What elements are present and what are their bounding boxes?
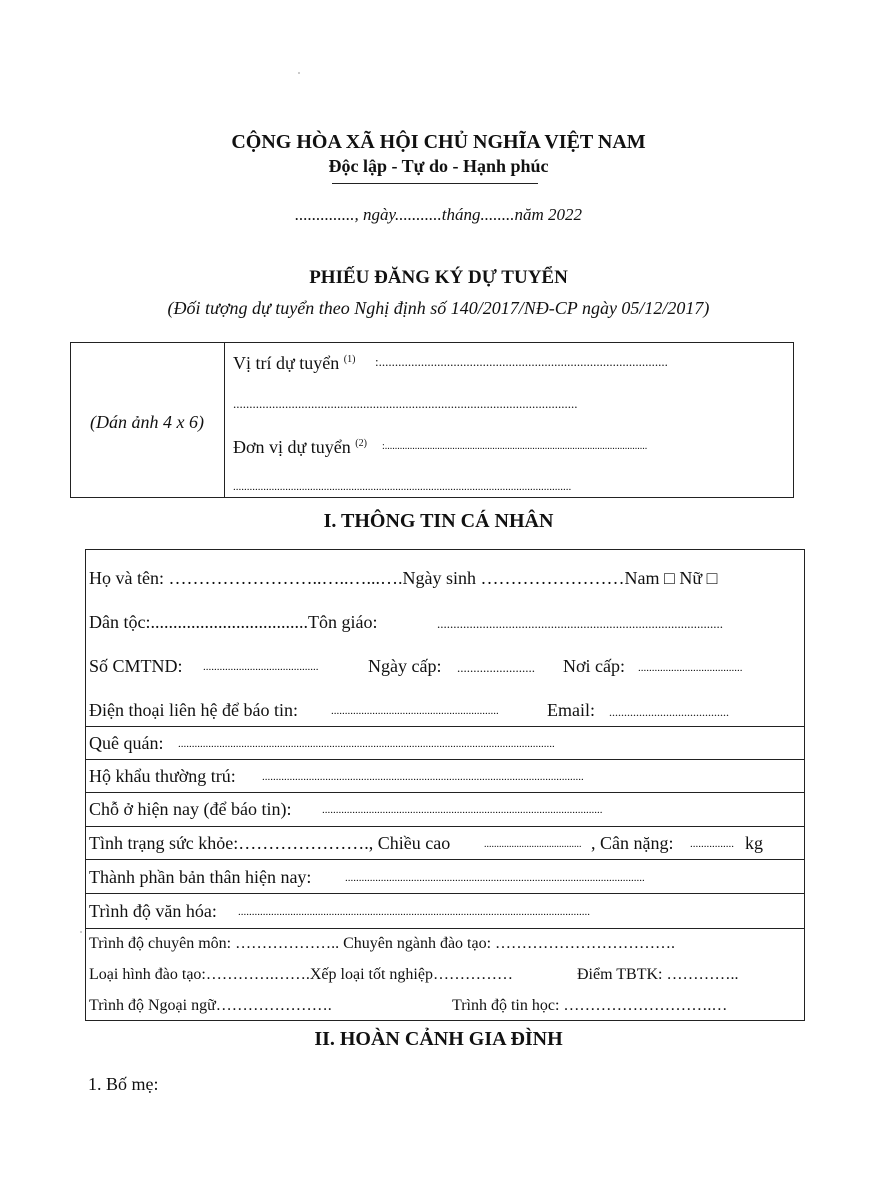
row-sep (85, 928, 805, 929)
foreign-language-field[interactable]: Trình độ Ngoại ngữ…………………. (89, 997, 332, 1014)
row-sep (85, 759, 805, 760)
email-label: Email: (547, 700, 595, 720)
training-row[interactable]: Loại hình đào tạo:………….…….Xếp loại tốt nghiệp…………… (89, 966, 513, 983)
scan-speck (298, 72, 300, 74)
email-fill[interactable]: ........................................ (609, 705, 729, 719)
residence-label: Hộ khẩu thường trú: (89, 766, 236, 786)
id-number-label: Số CMTND: (89, 656, 183, 676)
section-personal-heading: I. THÔNG TIN CÁ NHÂN (323, 510, 554, 532)
it-level-field[interactable]: Trình độ tin học: ……………………….… (452, 997, 728, 1014)
section-family-heading: II. HOÀN CẢNH GIA ĐÌNH (314, 1028, 563, 1050)
specialty-row[interactable]: Trình độ chuyên môn: ……………….. Chuyên ngành đào tạo: ……………………………. (89, 935, 676, 952)
current-address-fill[interactable]: ...................................................................................................... (322, 804, 603, 816)
unit-label: Đơn vị dự tuyển $^{(2)}$ (233, 437, 367, 457)
religion-fill-line[interactable]: ........................................................................................ (437, 616, 723, 631)
form-title: PHIẾU ĐĂNG KÝ DỰ TUYỂN (309, 267, 568, 288)
row-sep (85, 893, 805, 894)
row-sep (85, 859, 805, 860)
position-label: Vị trí dự tuyển $^{(1)}$ (233, 353, 356, 373)
full-name-row[interactable]: Họ và tên: ……………………..…..…...….Ngày sinh ……………………Nam □ Nữ □ (89, 568, 718, 588)
education-fill[interactable]: ................................................................................................................................ (238, 906, 590, 918)
health-row[interactable]: Tình trạng sức khỏe:…………………., Chiều cao (89, 833, 451, 853)
gpa-field[interactable]: Điểm TBTK: ………….. (577, 966, 739, 983)
row-sep (85, 792, 805, 793)
row-sep (85, 726, 805, 727)
id-number-fill[interactable]: .......................................... (203, 661, 319, 673)
unit-fill-line[interactable]: :......................................................................................................... (382, 441, 648, 452)
hometown-fill[interactable]: ......................................................................................................................................... (178, 738, 555, 750)
social-status-label: Thành phần bản thân hiện nay: (89, 867, 312, 887)
current-address-label: Chỗ ở hiện nay (để báo tin): (89, 799, 292, 819)
phone-fill[interactable]: ............................................................. (331, 705, 499, 717)
scan-speck (80, 931, 82, 933)
social-status-fill[interactable]: ............................................................................................................. (345, 872, 645, 884)
position-fill-line-2[interactable]: .......................................................................................................... (233, 396, 578, 411)
weight-label: , Cân nặng: (591, 833, 674, 853)
height-fill[interactable]: ....................................... (484, 839, 582, 850)
phone-label: Điện thoại liên hệ để báo tin: (89, 700, 298, 720)
motto-underline (332, 183, 538, 184)
issue-date-label: Ngày cấp: (368, 656, 442, 676)
issue-place-label: Nơi cấp: (563, 656, 625, 676)
weight-fill[interactable]: ................ (690, 838, 734, 850)
photo-box-divider (224, 342, 225, 498)
issue-date-fill[interactable]: ........................ (457, 660, 535, 675)
residence-fill[interactable]: ..................................................................................................................... (262, 771, 584, 783)
weight-unit: kg (745, 833, 763, 853)
parents-item: 1. Bố mẹ: (88, 1074, 159, 1094)
hometown-label: Quê quán: (89, 733, 164, 753)
issue-place-fill[interactable]: ...................................... (638, 662, 743, 674)
form-subtitle: (Đối tượng dự tuyển theo Nghị định số 140/2017/NĐ-CP ngày 05/12/2017) (167, 298, 710, 318)
unit-fill-line-2[interactable]: ........................................................................................................................... (233, 481, 572, 493)
ethnicity-label: Dân tộc:...................................Tôn giáo: (89, 612, 378, 632)
education-label: Trình độ văn hóa: (89, 901, 217, 921)
position-fill-line[interactable]: :......................................................................................... (375, 354, 668, 369)
row-sep (85, 826, 805, 827)
national-motto: Độc lập - Tự do - Hạnh phúc (328, 156, 549, 176)
photo-placeholder-label: (Dán ảnh 4 x 6) (90, 412, 204, 432)
country-name: CỘNG HÒA XÃ HỘI CHỦ NGHĨA VIỆT NAM (231, 131, 646, 153)
date-line: .............., ngày...........tháng........năm 2022 (294, 205, 583, 224)
